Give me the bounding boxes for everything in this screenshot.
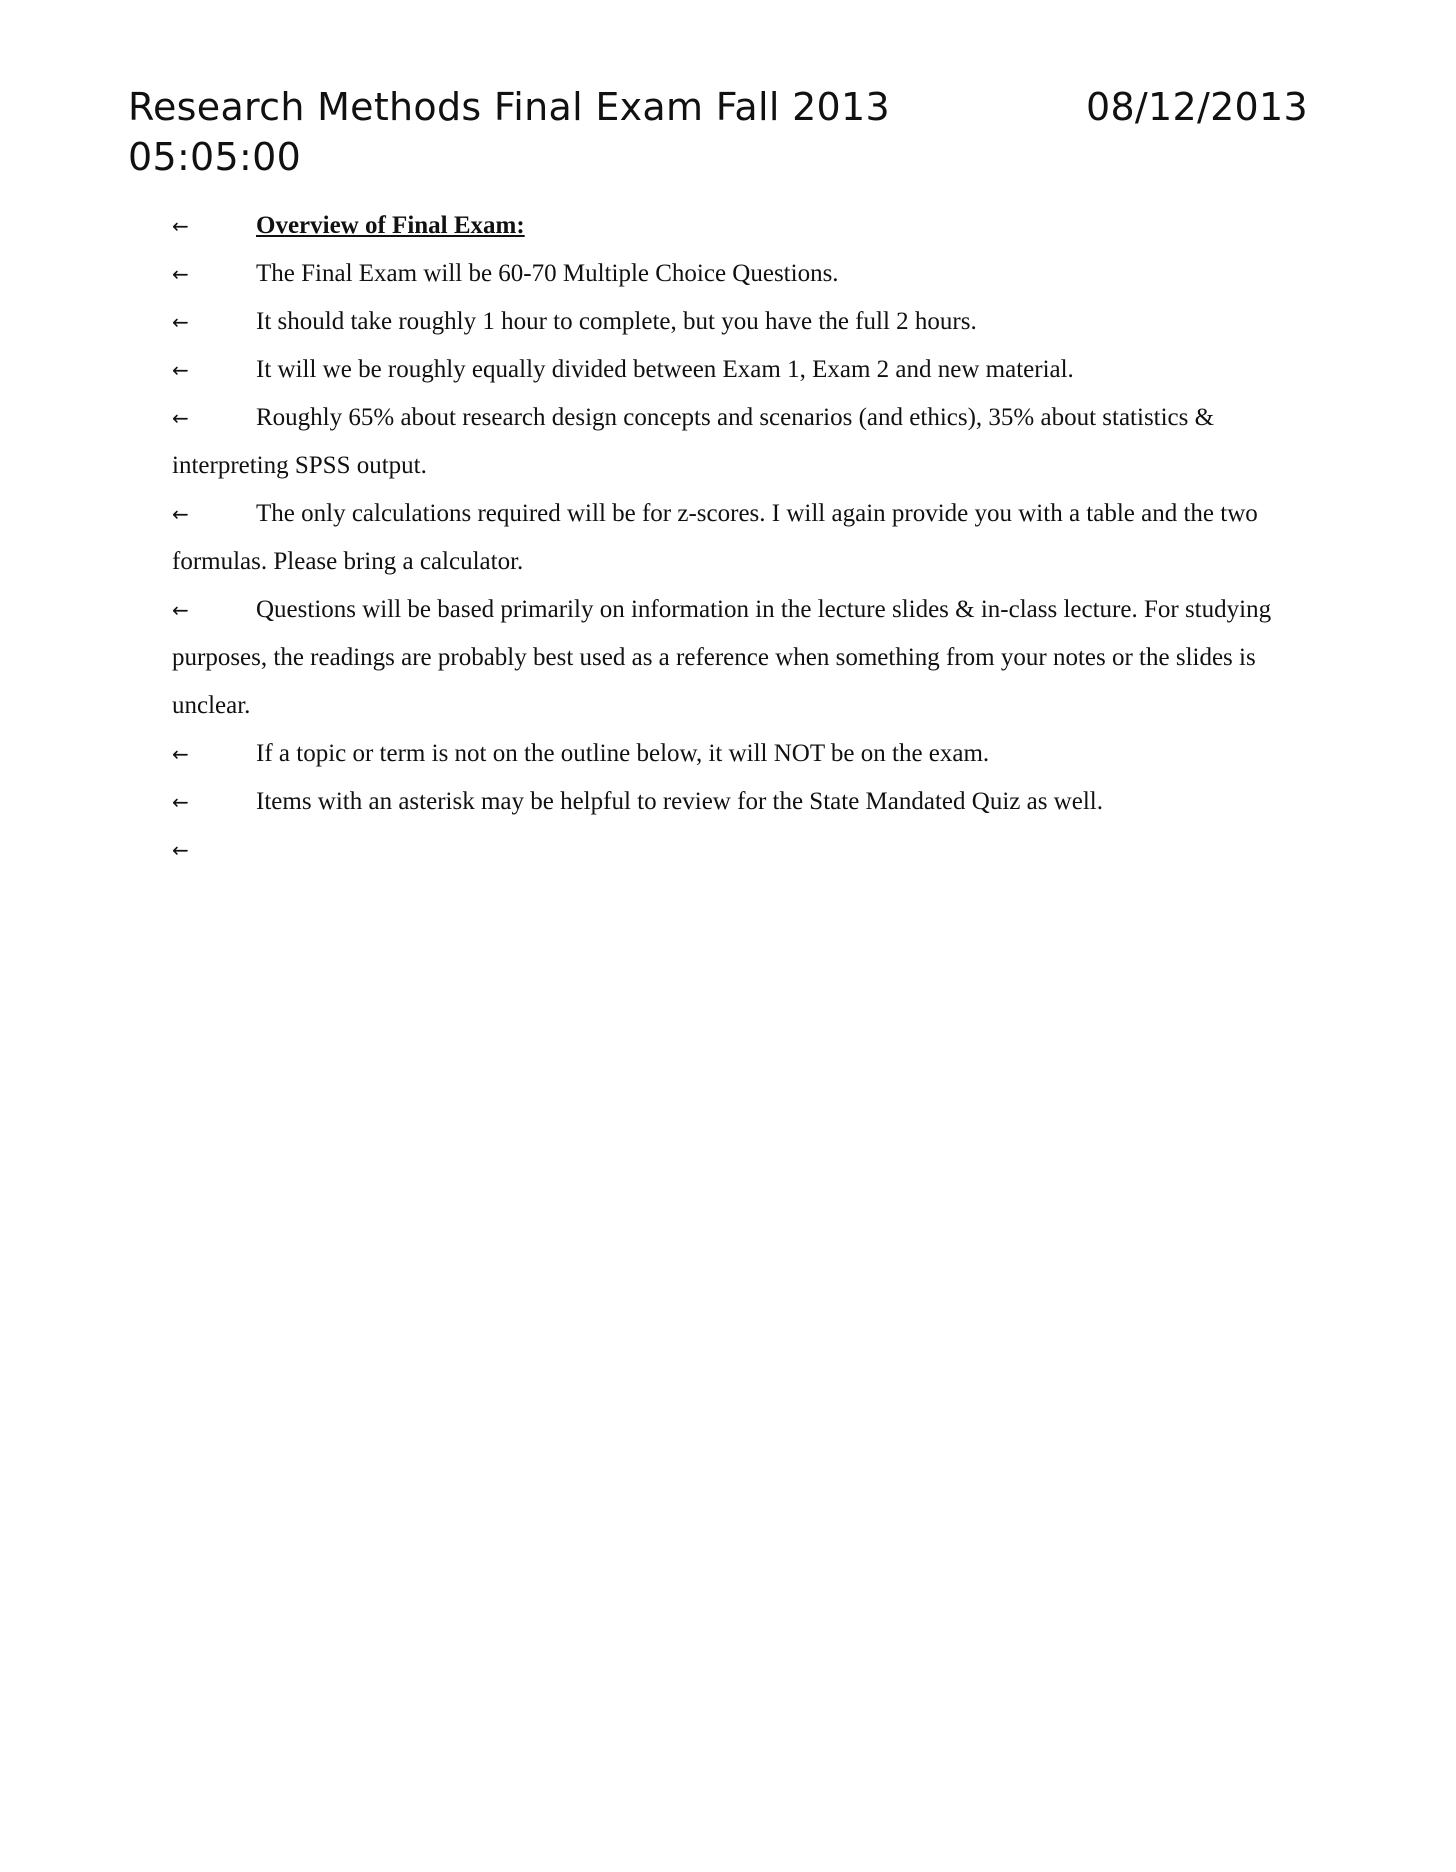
section-heading: Overview of Final Exam: bbox=[256, 212, 525, 239]
arrow-left-icon: ← bbox=[172, 838, 189, 862]
list-item-text: The Final Exam will be 60-70 Multiple Choice Questions. bbox=[256, 260, 839, 287]
arrow-left-icon: ← bbox=[172, 262, 189, 286]
list-item bbox=[172, 346, 1272, 394]
overview-list bbox=[172, 202, 1272, 874]
list-item-text: Questions will be based primarily on information in the lecture slides & in-class lecture. For studying purposes, the readings are probably best used as a reference when something from your notes or the slides is unclear. bbox=[172, 596, 1272, 719]
list-item bbox=[172, 394, 1272, 490]
header-row bbox=[128, 82, 1308, 132]
arrow-left-icon: ← bbox=[172, 790, 189, 814]
list-item bbox=[172, 298, 1272, 346]
list-item-text: The only calculations required will be for z-scores. I will again provide you with a table and the two formulas. Please bring a calculator. bbox=[172, 500, 1258, 575]
list-item-text: Roughly 65% about research design concepts and scenarios (and ethics), 35% about statistics & interpreting SPSS output. bbox=[172, 404, 1215, 479]
arrow-left-icon: ← bbox=[172, 502, 189, 526]
list-item-text: If a topic or term is not on the outline below, it will NOT be on the exam. bbox=[256, 740, 990, 767]
list-item bbox=[172, 250, 1272, 298]
list-item bbox=[172, 490, 1272, 586]
list-item bbox=[172, 202, 1272, 250]
arrow-left-icon: ← bbox=[172, 406, 189, 430]
list-item bbox=[172, 778, 1272, 826]
arrow-left-icon: ← bbox=[172, 742, 189, 766]
document-title: Research Methods Final Exam Fall 2013 bbox=[128, 85, 890, 129]
arrow-left-icon: ← bbox=[172, 214, 189, 238]
arrow-left-icon: ← bbox=[172, 358, 189, 382]
list-item-text: It will we be roughly equally divided between Exam 1, Exam 2 and new material. bbox=[256, 356, 1074, 383]
list-item-text: Items with an asterisk may be helpful to review for the State Mandated Quiz as well. bbox=[256, 788, 1103, 815]
arrow-left-icon: ← bbox=[172, 598, 189, 622]
document-header bbox=[128, 82, 1338, 182]
list-item bbox=[172, 826, 1272, 874]
arrow-left-icon: ← bbox=[172, 310, 189, 334]
list-item bbox=[172, 586, 1272, 730]
document-time: 05:05:00 bbox=[128, 135, 302, 179]
list-item bbox=[172, 730, 1272, 778]
document-date: 08/12/2013 bbox=[1085, 85, 1308, 129]
list-item-text: It should take roughly 1 hour to complete, but you have the full 2 hours. bbox=[256, 308, 977, 335]
